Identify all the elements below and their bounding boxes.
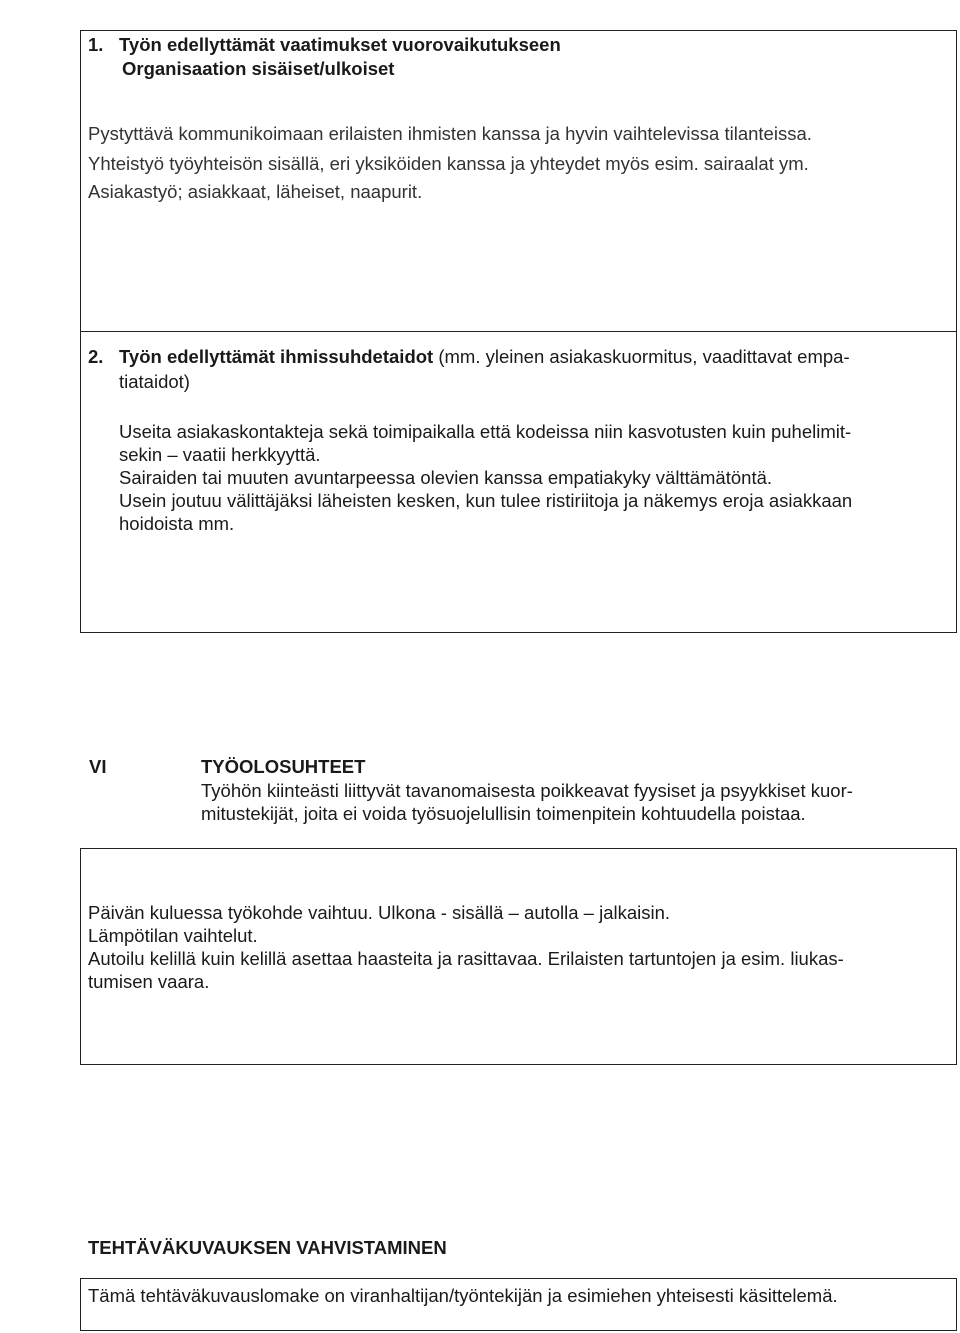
section2-body-line: hoidoista mm. (119, 513, 235, 534)
section-vi-heading: TYÖOLOSUHTEET (201, 756, 366, 777)
section-vi-description-line: Työhön kiinteästi liittyvät tavanomaisesta poikkeavat fyysiset ja psyykkiset kuor- (201, 780, 853, 801)
section2-number: 2. (88, 346, 104, 367)
section1-body-line: Yhteistyö työyhteisön sisällä, eri yksiköiden kanssa ja yhteydet myös esim. sairaalat ym. (88, 153, 809, 174)
section2-title (119, 345, 850, 369)
section2-title-cont: tiataidot) (119, 371, 190, 392)
section1-body-line: Asiakastyö; asiakkaat, läheiset, naapurit. (88, 181, 423, 202)
section-vi-box-line: Lämpötilan vaihtelut. (88, 925, 258, 946)
section1-title: Työn edellyttämät vaatimukset vuorovaikutukseen (119, 34, 561, 55)
section-vi-box-line: tumisen vaara. (88, 971, 210, 992)
section1-number: 1. (88, 34, 104, 55)
section-vi-box-line: Autoilu kelillä kuin kelillä asettaa haasteita ja rasittavaa. Erilaisten tartuntojen ja esim. liukas- (88, 948, 844, 969)
section1-subtitle: Organisaation sisäiset/ulkoiset (122, 58, 395, 79)
section-vi-box-line: Päivän kuluessa työkohde vaihtuu. Ulkona - sisällä – autolla – jalkaisin. (88, 902, 671, 923)
section2-title-rest: (mm. yleinen asiakaskuormitus, vaadittavat empa- (433, 346, 850, 367)
section2-body-line: Sairaiden tai muuten avuntarpeessa olevien kanssa empatiakyky välttämätöntä. (119, 467, 773, 488)
section1-body-line: Pystyttävä kommunikoimaan erilaisten ihmisten kanssa ja hyvin vaihtelevissa tilanteissa. (88, 123, 812, 144)
section2-body-line: Usein joutuu välittäjäksi läheisten kesken, kun tulee ristiriitoja ja näkemys eroja asiakkaan (119, 490, 853, 511)
section2-body-line: Useita asiakaskontakteja sekä toimipaikalla että kodeissa niin kasvotusten kuin puhelimit- (119, 421, 852, 442)
section2-title-bold: Työn edellyttämät ihmissuhdetaidot (119, 346, 434, 367)
section2-body-line: sekin – vaatii herkkyyttä. (119, 444, 321, 465)
confirmation-text: Tämä tehtäväkuvauslomake on viranhaltijan/työntekijän ja esimiehen yhteisesti käsittelemä. (88, 1285, 838, 1306)
section-vi-description-line: mitustekijät, joita ei voida työsuojelullisin toimenpitein kohtuudella poistaa. (201, 803, 806, 824)
section-vi-numeral: VI (89, 756, 107, 777)
confirmation-heading: TEHTÄVÄKUVAUKSEN VAHVISTAMINEN (88, 1237, 447, 1258)
